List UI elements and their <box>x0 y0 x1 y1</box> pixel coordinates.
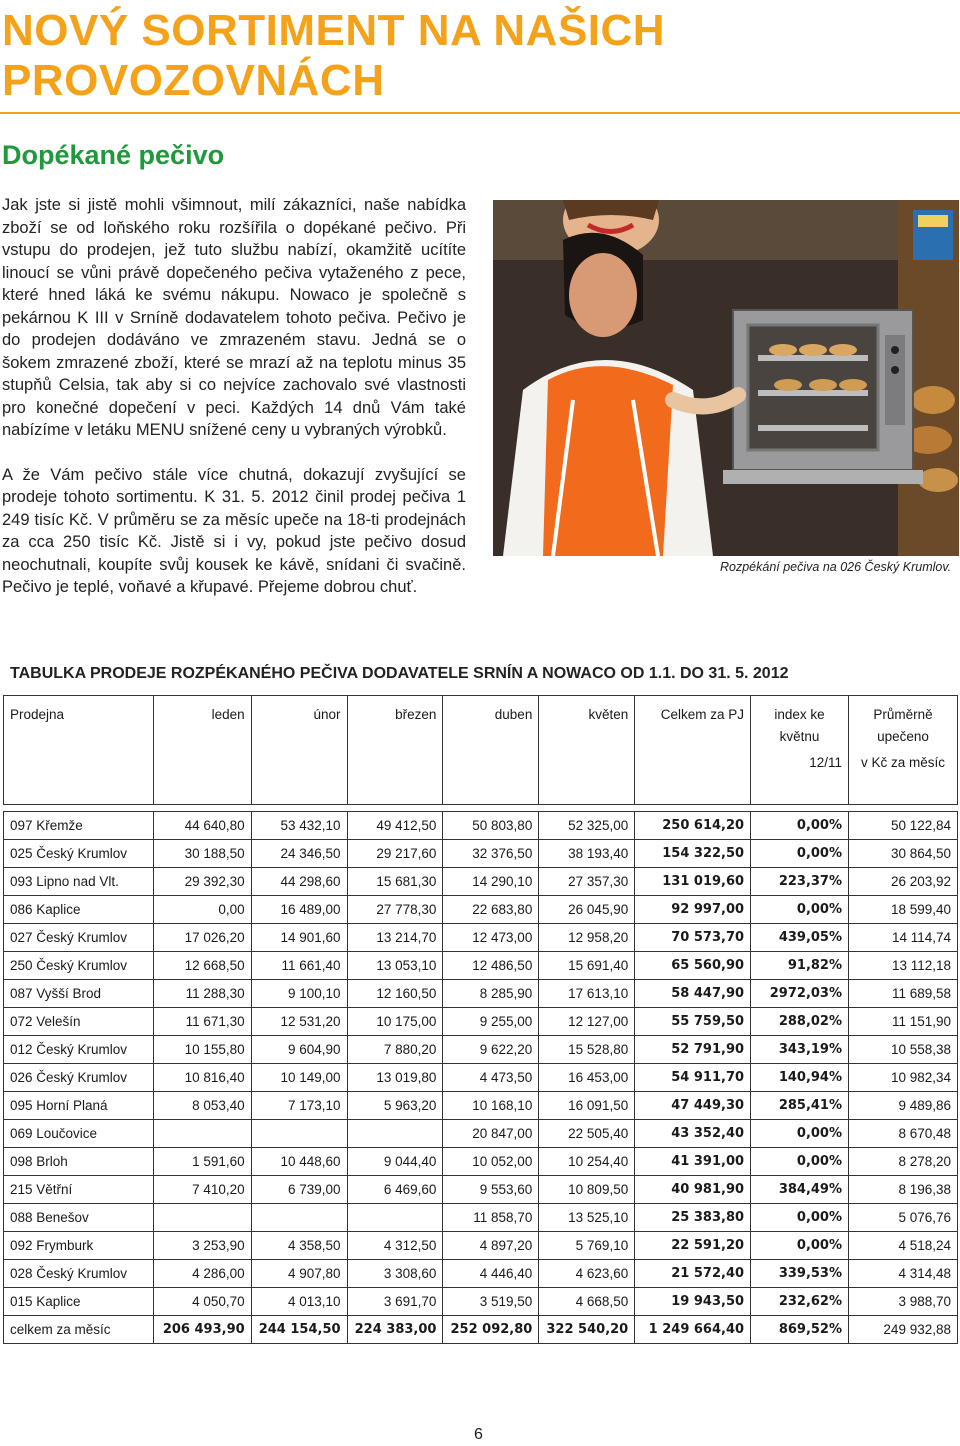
cell-mar: 4 312,50 <box>347 1232 443 1260</box>
cell-index: 0,00% <box>751 1232 849 1260</box>
table-title: TABULKA PRODEJE ROZPÉKANÉHO PEČIVA DODAVATELE SRNÍN A NOWACO OD 1.1. DO 31. 5. 2012 <box>10 665 789 682</box>
cell-index: 0,00% <box>751 1204 849 1232</box>
cell-may: 13 525,10 <box>539 1204 635 1232</box>
cell-feb: 12 531,20 <box>251 1008 347 1036</box>
cell-mar <box>347 1120 443 1148</box>
cell-avg: 8 670,48 <box>849 1120 958 1148</box>
cell-avg: 8 196,38 <box>849 1176 958 1204</box>
cell-total: 52 791,90 <box>635 1036 751 1064</box>
cell-feb: 4 907,80 <box>251 1260 347 1288</box>
article-paragraph: A že Vám pečivo stále více chutná, dokazují zvyšující se prodeje tohoto sortimentu. K 31. 5. 2012 činil prodej pečiva 1 249 tisíc Kč. V průměru se za měsíc upeče na 18-ti prodejnách za cca 250 tisíc Kč. Jistě si i vy, pokud jste pečivo dosud neochutnali, koupíte svůj kousek ke kávě, snídani či svačině. Pečivo je teplé, voňavé a křupavé. Přejeme dobrou chuť. <box>2 465 466 596</box>
cell-feb: 16 489,00 <box>251 896 347 924</box>
table-row <box>4 1232 958 1260</box>
cell-jan: 1 591,60 <box>153 1148 251 1176</box>
cell-feb <box>251 1120 347 1148</box>
cell-mar: 3 308,60 <box>347 1260 443 1288</box>
cell-feb: 9 100,10 <box>251 980 347 1008</box>
cell-store: 088 Benešov <box>4 1204 154 1232</box>
cell-avg: 50 122,84 <box>849 812 958 840</box>
col-header-index <box>751 696 849 805</box>
cell-jan: 0,00 <box>153 896 251 924</box>
total-index: 869,52% <box>751 1316 849 1344</box>
cell-avg: 10 982,34 <box>849 1064 958 1092</box>
cell-total: 47 449,30 <box>635 1092 751 1120</box>
col-header-total: Celkem za PJ <box>635 696 751 805</box>
cell-apr: 50 803,80 <box>443 812 539 840</box>
cell-index: 91,82% <box>751 952 849 980</box>
cell-total: 65 560,90 <box>635 952 751 980</box>
cell-index: 0,00% <box>751 1120 849 1148</box>
total-may: 322 540,20 <box>539 1316 635 1344</box>
cell-index: 2972,03% <box>751 980 849 1008</box>
cell-apr: 11 858,70 <box>443 1204 539 1232</box>
cell-store: 093 Lipno nad Vlt. <box>4 868 154 896</box>
cell-may: 10 809,50 <box>539 1176 635 1204</box>
cell-jan: 30 188,50 <box>153 840 251 868</box>
cell-mar: 29 217,60 <box>347 840 443 868</box>
cell-jan: 29 392,30 <box>153 868 251 896</box>
cell-may: 4 668,50 <box>539 1288 635 1316</box>
cell-apr: 9 255,00 <box>443 1008 539 1036</box>
cell-total: 154 322,50 <box>635 840 751 868</box>
table-row <box>4 1120 958 1148</box>
cell-apr: 3 519,50 <box>443 1288 539 1316</box>
col-header-store: Prodejna <box>4 696 154 805</box>
total-row-label: celkem za měsíc <box>4 1316 154 1344</box>
cell-index: 0,00% <box>751 812 849 840</box>
total-feb: 244 154,50 <box>251 1316 347 1344</box>
cell-feb: 24 346,50 <box>251 840 347 868</box>
cell-store: 027 Český Krumlov <box>4 924 154 952</box>
cell-avg: 3 988,70 <box>849 1288 958 1316</box>
col-header-avg <box>849 696 958 805</box>
cell-mar: 27 778,30 <box>347 896 443 924</box>
table-row <box>4 952 958 980</box>
cell-store: 015 Kaplice <box>4 1288 154 1316</box>
cell-mar: 15 681,30 <box>347 868 443 896</box>
cell-may: 5 769,10 <box>539 1232 635 1260</box>
cell-may: 52 325,00 <box>539 812 635 840</box>
cell-apr: 4 446,40 <box>443 1260 539 1288</box>
cell-store: 098 Brloh <box>4 1148 154 1176</box>
cell-mar: 5 963,20 <box>347 1092 443 1120</box>
cell-avg: 9 489,86 <box>849 1092 958 1120</box>
cell-feb: 44 298,60 <box>251 868 347 896</box>
table-row <box>4 1260 958 1288</box>
col-header-apr: duben <box>443 696 539 805</box>
cell-may: 27 357,30 <box>539 868 635 896</box>
cell-jan: 10 155,80 <box>153 1036 251 1064</box>
cell-jan: 7 410,20 <box>153 1176 251 1204</box>
cell-feb: 14 901,60 <box>251 924 347 952</box>
cell-feb: 10 448,60 <box>251 1148 347 1176</box>
cell-total: 41 391,00 <box>635 1148 751 1176</box>
cell-may: 15 528,80 <box>539 1036 635 1064</box>
cell-may: 12 958,20 <box>539 924 635 952</box>
cell-may: 16 453,00 <box>539 1064 635 1092</box>
cell-jan: 17 026,20 <box>153 924 251 952</box>
table-row <box>4 1008 958 1036</box>
cell-avg: 14 114,74 <box>849 924 958 952</box>
table-row <box>4 1176 958 1204</box>
cell-avg: 5 076,76 <box>849 1204 958 1232</box>
cell-index: 0,00% <box>751 1148 849 1176</box>
cell-store: 097 Křemže <box>4 812 154 840</box>
total-row <box>4 1316 958 1344</box>
cell-total: 43 352,40 <box>635 1120 751 1148</box>
cell-apr: 9 622,20 <box>443 1036 539 1064</box>
table-row <box>4 812 958 840</box>
cell-total: 22 591,20 <box>635 1232 751 1260</box>
cell-index: 343,19% <box>751 1036 849 1064</box>
table-row <box>4 1148 958 1176</box>
cell-apr: 10 168,10 <box>443 1092 539 1120</box>
cell-apr: 12 473,00 <box>443 924 539 952</box>
cell-may: 38 193,40 <box>539 840 635 868</box>
cell-feb: 11 661,40 <box>251 952 347 980</box>
col-header-may: květen <box>539 696 635 805</box>
cell-may: 16 091,50 <box>539 1092 635 1120</box>
cell-may: 12 127,00 <box>539 1008 635 1036</box>
avg-header-line3: v Kč za měsíc <box>860 755 946 770</box>
cell-total: 40 981,90 <box>635 1176 751 1204</box>
cell-index: 339,53% <box>751 1260 849 1288</box>
cell-jan: 4 286,00 <box>153 1260 251 1288</box>
cell-jan: 4 050,70 <box>153 1288 251 1316</box>
table-row <box>4 1092 958 1120</box>
col-header-mar: březen <box>347 696 443 805</box>
table-header <box>4 696 958 812</box>
cell-jan <box>153 1120 251 1148</box>
cell-total: 25 383,80 <box>635 1204 751 1232</box>
cell-store: 095 Horní Planá <box>4 1092 154 1120</box>
cell-jan: 10 816,40 <box>153 1064 251 1092</box>
cell-avg: 4 518,24 <box>849 1232 958 1260</box>
avg-header-line2: upečeno <box>877 729 929 744</box>
total-apr: 252 092,80 <box>443 1316 539 1344</box>
cell-store: 215 Větřní <box>4 1176 154 1204</box>
cell-apr: 4 897,20 <box>443 1232 539 1260</box>
table-body <box>4 812 958 1316</box>
cell-store: 072 Velešín <box>4 1008 154 1036</box>
cell-avg: 8 278,20 <box>849 1148 958 1176</box>
photo-caption: Rozpékání pečiva na 026 Český Krumlov. <box>720 560 952 574</box>
cell-total: 19 943,50 <box>635 1288 751 1316</box>
cell-index: 223,37% <box>751 868 849 896</box>
total-total: 1 249 664,40 <box>635 1316 751 1344</box>
index-header-line2: květnu <box>779 729 820 744</box>
cell-jan: 3 253,90 <box>153 1232 251 1260</box>
cell-total: 250 614,20 <box>635 812 751 840</box>
headline-divider <box>0 112 960 114</box>
article-headline: NOVÝ SORTIMENT NA NAŠICH PROVOZOVNÁCH <box>2 6 666 105</box>
cell-jan: 11 288,30 <box>153 980 251 1008</box>
cell-index: 439,05% <box>751 924 849 952</box>
cell-total: 58 447,90 <box>635 980 751 1008</box>
cell-avg: 10 558,38 <box>849 1036 958 1064</box>
cell-jan: 11 671,30 <box>153 1008 251 1036</box>
cell-store: 012 Český Krumlov <box>4 1036 154 1064</box>
cell-store: 025 Český Krumlov <box>4 840 154 868</box>
total-jan: 206 493,90 <box>153 1316 251 1344</box>
avg-header-line1: Průměrně <box>873 707 933 722</box>
cell-mar: 10 175,00 <box>347 1008 443 1036</box>
cell-avg: 11 689,58 <box>849 980 958 1008</box>
cell-feb: 7 173,10 <box>251 1092 347 1120</box>
cell-mar: 6 469,60 <box>347 1176 443 1204</box>
cell-mar: 49 412,50 <box>347 812 443 840</box>
article-body <box>2 194 466 621</box>
table-row <box>4 896 958 924</box>
article-photo <box>493 200 959 556</box>
cell-feb: 4 358,50 <box>251 1232 347 1260</box>
cell-index: 285,41% <box>751 1092 849 1120</box>
cell-index: 0,00% <box>751 896 849 924</box>
cell-index: 232,62% <box>751 1288 849 1316</box>
cell-apr: 8 285,90 <box>443 980 539 1008</box>
table-row <box>4 840 958 868</box>
cell-may: 26 045,90 <box>539 896 635 924</box>
cell-total: 70 573,70 <box>635 924 751 952</box>
cell-avg: 11 151,90 <box>849 1008 958 1036</box>
cell-mar: 12 160,50 <box>347 980 443 1008</box>
cell-jan: 12 668,50 <box>153 952 251 980</box>
table-footer <box>4 1316 958 1344</box>
table-row <box>4 924 958 952</box>
cell-may: 10 254,40 <box>539 1148 635 1176</box>
cell-store: 250 Český Krumlov <box>4 952 154 980</box>
cell-apr: 10 052,00 <box>443 1148 539 1176</box>
cell-mar: 13 019,80 <box>347 1064 443 1092</box>
cell-store: 026 Český Krumlov <box>4 1064 154 1092</box>
cell-index: 288,02% <box>751 1008 849 1036</box>
index-header-line3: 12/11 <box>809 755 843 770</box>
cell-index: 140,94% <box>751 1064 849 1092</box>
article-paragraph: Jak jste si jistě mohli všimnout, milí zákazníci, naše nabídka zboží se od loňského roku rozšířila o dopékané pečivo. Při vstupu do prodejen, jež tuto službu nabízí, okamžitě ucítíte linoucí se vůni právě dopečeného pečiva vytaženého z pece, které hned láká ke svému nákupu. Nowaco je společně s pekárnou K III v Srníně dodavatelem tohoto pečiva. Pečivo je do prodejen dodáváno ve zmrazeném stavu. Jedná se o šokem zmrazené zboží, které se mrazí až na teplotu minus 35 stupňů Celsia, tak aby si co nejvíce zachovalo své vlastnosti pro konečné dopečení v peci. Každých 14 dnů Vám také nabízíme v letáku MENU snížené ceny u vybraných výrobků. <box>2 196 466 439</box>
baking-photo-illustration <box>493 200 959 556</box>
cell-jan <box>153 1204 251 1232</box>
table-row <box>4 980 958 1008</box>
cell-apr: 32 376,50 <box>443 840 539 868</box>
cell-avg: 26 203,92 <box>849 868 958 896</box>
cell-may: 4 623,60 <box>539 1260 635 1288</box>
cell-total: 92 997,00 <box>635 896 751 924</box>
cell-apr: 20 847,00 <box>443 1120 539 1148</box>
cell-feb: 53 432,10 <box>251 812 347 840</box>
col-header-feb: únor <box>251 696 347 805</box>
cell-apr: 12 486,50 <box>443 952 539 980</box>
cell-apr: 9 553,60 <box>443 1176 539 1204</box>
cell-may: 17 613,10 <box>539 980 635 1008</box>
table-row <box>4 1036 958 1064</box>
table-row <box>4 868 958 896</box>
cell-jan: 8 053,40 <box>153 1092 251 1120</box>
cell-apr: 22 683,80 <box>443 896 539 924</box>
cell-index: 384,49% <box>751 1176 849 1204</box>
cell-avg: 30 864,50 <box>849 840 958 868</box>
total-mar: 224 383,00 <box>347 1316 443 1344</box>
cell-total: 21 572,40 <box>635 1260 751 1288</box>
cell-mar: 13 214,70 <box>347 924 443 952</box>
cell-index: 0,00% <box>751 840 849 868</box>
cell-avg: 4 314,48 <box>849 1260 958 1288</box>
table-row <box>4 1064 958 1092</box>
cell-apr: 14 290,10 <box>443 868 539 896</box>
cell-feb: 9 604,90 <box>251 1036 347 1064</box>
cell-feb: 10 149,00 <box>251 1064 347 1092</box>
cell-store: 086 Kaplice <box>4 896 154 924</box>
total-avg: 249 932,88 <box>849 1316 958 1344</box>
cell-mar: 7 880,20 <box>347 1036 443 1064</box>
table-row <box>4 1288 958 1316</box>
col-header-jan: leden <box>153 696 251 805</box>
cell-total: 55 759,50 <box>635 1008 751 1036</box>
page-number: 6 <box>474 1426 483 1443</box>
article-subheading: Dopékané pečivo <box>2 140 225 170</box>
cell-mar <box>347 1204 443 1232</box>
cell-store: 069 Loučovice <box>4 1120 154 1148</box>
cell-avg: 18 599,40 <box>849 896 958 924</box>
table-row <box>4 1204 958 1232</box>
cell-store: 028 Český Krumlov <box>4 1260 154 1288</box>
cell-mar: 3 691,70 <box>347 1288 443 1316</box>
cell-mar: 9 044,40 <box>347 1148 443 1176</box>
cell-mar: 13 053,10 <box>347 952 443 980</box>
cell-store: 087 Vyšší Brod <box>4 980 154 1008</box>
cell-may: 22 505,40 <box>539 1120 635 1148</box>
index-header-line1: index ke <box>774 707 825 722</box>
sales-table <box>3 695 958 1344</box>
cell-feb: 6 739,00 <box>251 1176 347 1204</box>
cell-feb: 4 013,10 <box>251 1288 347 1316</box>
cell-feb <box>251 1204 347 1232</box>
cell-jan: 44 640,80 <box>153 812 251 840</box>
cell-store: 092 Frymburk <box>4 1232 154 1260</box>
cell-apr: 4 473,50 <box>443 1064 539 1092</box>
cell-total: 131 019,60 <box>635 868 751 896</box>
cell-avg: 13 112,18 <box>849 952 958 980</box>
cell-may: 15 691,40 <box>539 952 635 980</box>
cell-total: 54 911,70 <box>635 1064 751 1092</box>
